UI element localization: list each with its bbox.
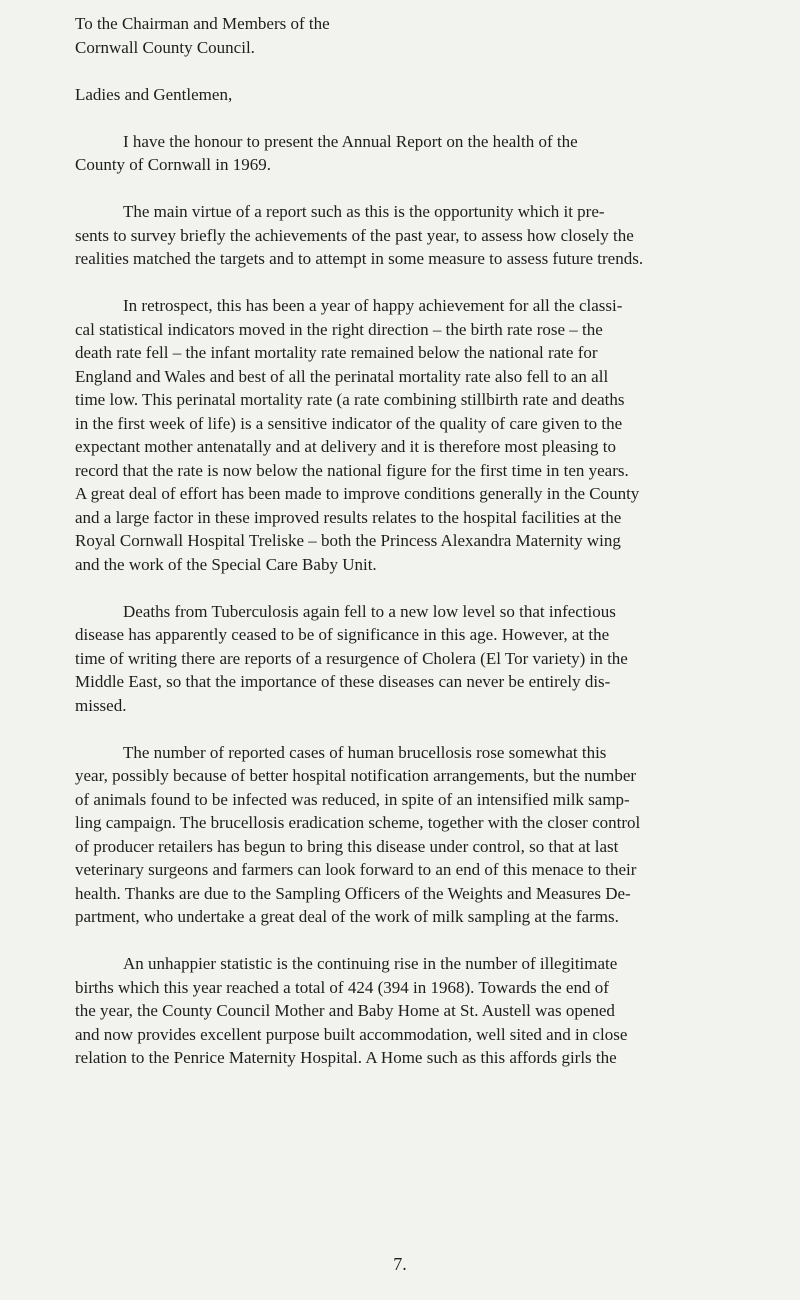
address-block [75, 12, 785, 59]
paragraph-brucellosis [75, 741, 785, 929]
address-line: To the Chairman and Members of the [75, 14, 330, 33]
paragraph-line: veterinary surgeons and farmers can look forward to an end of this menace to their [75, 860, 637, 879]
paragraph-line: expectant mother antenatally and at delivery and it is therefore most pleasing to [75, 437, 616, 456]
paragraph-line: health. Thanks are due to the Sampling Officers of the Weights and Measures De- [75, 883, 631, 903]
page-number: 7. [393, 1254, 407, 1274]
paragraph-line: County of Cornwall in 1969. [75, 155, 271, 174]
paragraph-line: In retrospect, this has been a year of happy achievement for all the classi- [123, 296, 623, 315]
paragraph-line: cal statistical indicators moved in the right direction – the birth rate rose – the [75, 319, 603, 339]
paragraph-line: the year, the County Council Mother and Baby Home at St. Austell was opened [75, 1001, 615, 1020]
paragraph-line: and now provides excellent purpose built accommodation, well sited and in close [75, 1024, 628, 1044]
paragraph-line: missed. [75, 695, 127, 715]
paragraph-purpose [75, 200, 785, 271]
paragraph-line: death rate fell – the infant mortality rate remained below the national rate for [75, 343, 598, 362]
salutation [75, 83, 785, 107]
paragraph-line: time low. This perinatal mortality rate (a rate combining stillbirth rate and deaths [75, 390, 625, 409]
paragraph-line: in the first week of life) is a sensitive indicator of the quality of care given to the [75, 413, 623, 433]
paragraph-line: England and Wales and best of all the perinatal mortality rate also fell to an all [75, 366, 609, 386]
paragraph-retrospect [75, 294, 785, 576]
paragraph-line: realities matched the targets and to attempt in some measure to assess future trends. [75, 249, 644, 268]
salutation-text: Ladies and Gentlemen, [75, 84, 233, 104]
paragraph-line: of producer retailers has begun to bring this disease under control, so that at last [75, 836, 619, 856]
paragraph-line: births which this year reached a total of 424 (394 in 1968). Towards the end of [75, 977, 609, 997]
paragraph-line: A great deal of effort has been made to improve conditions generally in the County [75, 484, 640, 503]
paragraph-line: Royal Cornwall Hospital Treliske – both the Princess Alexandra Maternity wing [75, 531, 621, 550]
paragraph-line: Deaths from Tuberculosis again fell to a new low level so that infectious [123, 601, 616, 621]
paragraph-intro [75, 130, 785, 177]
paragraph-line: and a large factor in these improved results relates to the hospital facilities at the [75, 507, 622, 527]
paragraph-line: time of writing there are reports of a resurgence of Cholera (El Tor variety) in the [75, 648, 628, 668]
paragraph-line: The number of reported cases of human brucellosis rose somewhat this [123, 742, 607, 762]
paragraph-line: relation to the Penrice Maternity Hospital. A Home such as this affords girls the [75, 1048, 617, 1067]
paragraph-line: of animals found to be infected was reduced, in spite of an intensified milk samp- [75, 789, 630, 809]
address-line: Cornwall County Council. [75, 37, 255, 57]
paragraph-line: ling campaign. The brucellosis eradication scheme, together with the closer control [75, 813, 641, 832]
paragraph-line: record that the rate is now below the national figure for the first time in ten years. [75, 460, 629, 480]
paragraph-line: Middle East, so that the importance of these diseases can never be entirely dis- [75, 672, 611, 691]
paragraph-line: The main virtue of a report such as this is the opportunity which it pre- [123, 202, 605, 221]
paragraph-line: sents to survey briefly the achievements of the past year, to assess how closely the [75, 225, 634, 245]
paragraph-illegitimate-births [75, 952, 785, 1070]
paragraph-tuberculosis [75, 600, 785, 718]
paragraph-line: year, possibly because of better hospital notification arrangements, but the number [75, 766, 637, 785]
paragraph-line: disease has apparently ceased to be of significance in this age. However, at the [75, 625, 610, 644]
paragraph-line: partment, who undertake a great deal of the work of milk sampling at the farms. [75, 907, 619, 926]
paragraph-line: I have the honour to present the Annual Report on the health of the [123, 131, 578, 151]
paragraph-line: An unhappier statistic is the continuing rise in the number of illegitimate [123, 954, 618, 973]
paragraph-line: and the work of the Special Care Baby Unit. [75, 554, 377, 574]
report-page [75, 12, 785, 1070]
